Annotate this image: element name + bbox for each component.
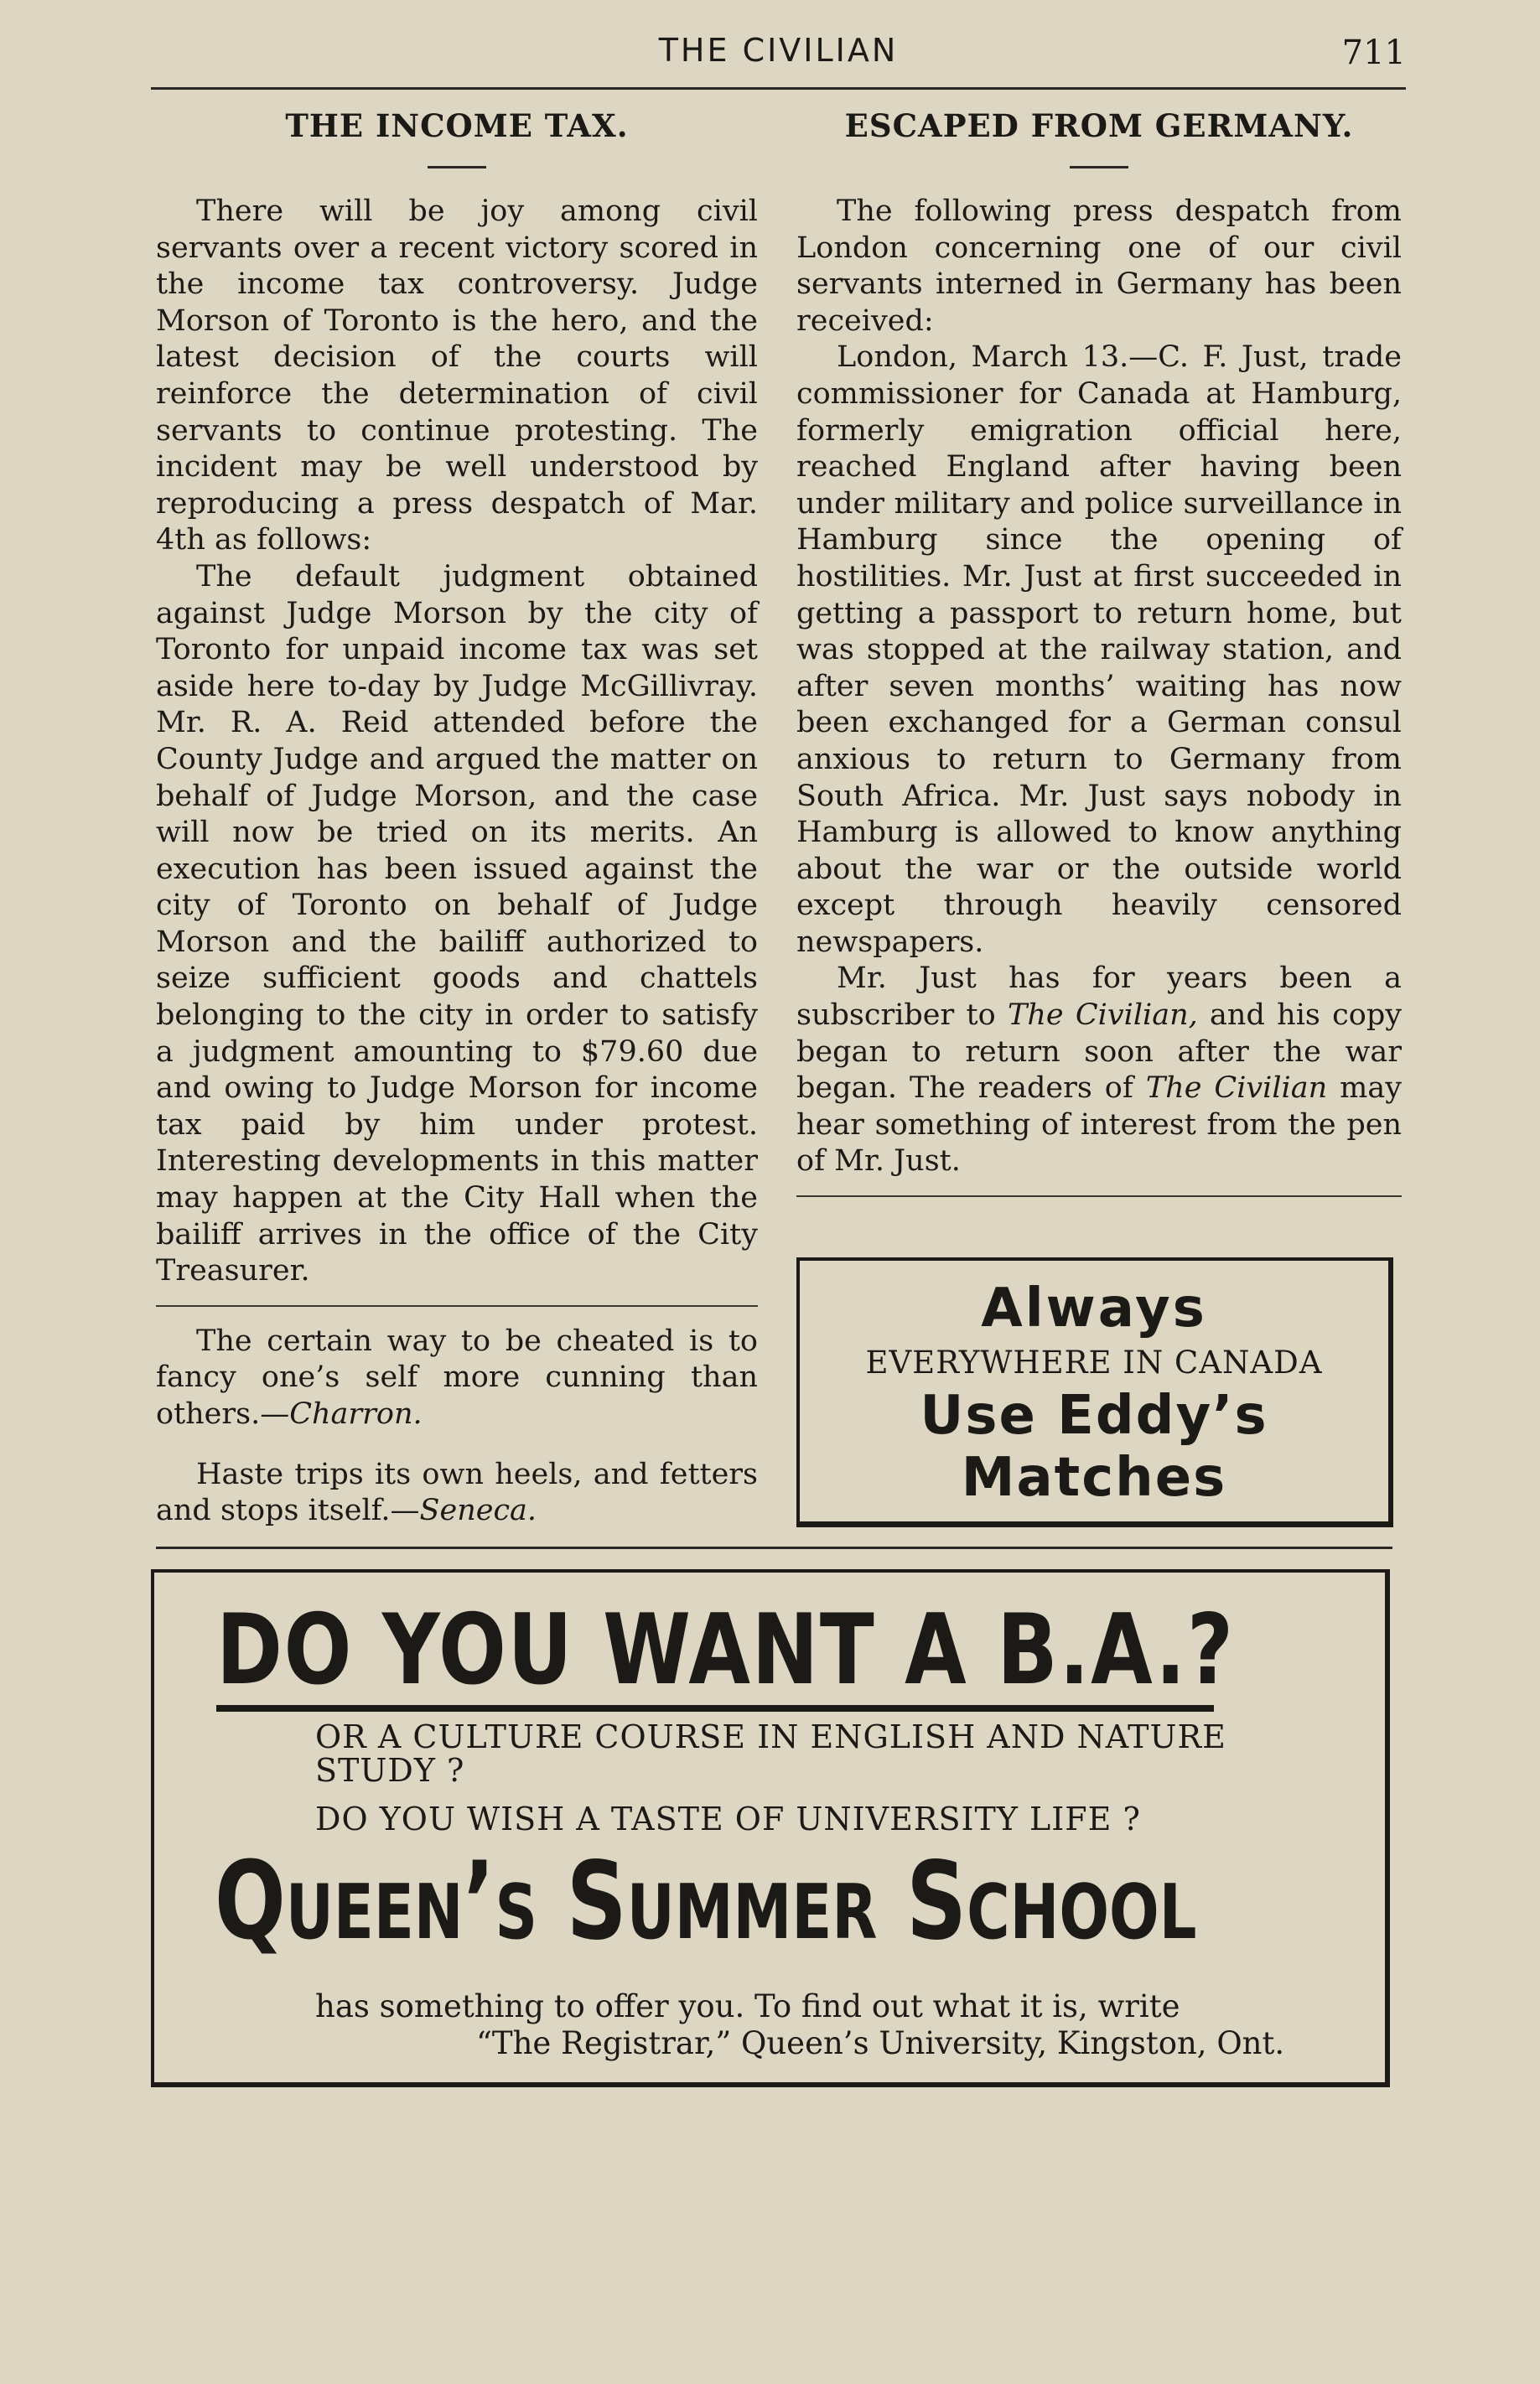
quotation [156,1324,758,1433]
ad-footer-line: has something to offer you. To find out what it is, write [315,1988,1180,2024]
running-head [151,32,1406,82]
ad-line: EVERYWHERE IN CANADA [865,1345,1323,1381]
ad-subline: OR A CULTURE COURSE IN ENGLISH AND NATURE STUDY ? [315,1718,1226,1789]
article-escaped-from-germany [796,102,1402,1214]
queens-summer-school-advertisement [151,1569,1390,2087]
quote-text: Haste trips its own heels, and fetters and stops itself.— [156,1457,758,1528]
ad-line: Matches [961,1447,1227,1509]
article-paragraph: There will be joy among civil servants over a recent victory scored in the income tax controversy. Judge Morson of Toronto is the hero, and the latest decision of the courts will reinforce the determination of civil servants to continue protesting. The incident may be well understood by reproducing a press despatch of Mar. 4th as follows: [156,194,758,557]
ad-line: Use Eddy’s [920,1385,1268,1447]
ad-line: Always [981,1278,1207,1340]
article-income-tax [156,102,758,1530]
header-rule [151,87,1406,90]
section-rule [156,1305,758,1307]
section-rule [796,1195,1402,1197]
title-dash [428,166,486,168]
quote-source: Charron. [289,1397,423,1431]
ad-footer-line: “The Registrar,” Queen’s University, Kingston, Ont. [476,2025,1285,2061]
quotation [156,1457,758,1530]
title-dash [1070,166,1128,168]
eddy-matches-advertisement [796,1257,1393,1527]
publication-name: The Civilian [1145,1071,1328,1106]
ad-school-name: Queen’s Summer School [215,1839,1197,1964]
article-paragraph: The following press despatch from London concerning one of our civil servants interned in Germany has been received: [796,194,1402,338]
quote-text: The certain way to be cheated is to fancy one’s self more cunning than others.— [156,1324,758,1431]
magazine-title: THE CIVILIAN [658,32,899,69]
article-paragraph: London, March 13.—C. F. Just, trade commissioner for Canada at Hamburg, formerly emigration official here, reached England after having been under military and police surveillance in Hamburg since the opening of hostilities. Mr. Just at first succeeded in getting a passport to return home, but was stopped at the railway station, and after seven months’ waiting has now been exchanged for a German consul anxious to return to Germany from South Africa. Mr. Just says nobody in Hamburg is allowed to know anything about the war or the outside world except through heavily censored newspapers. [796,340,1402,959]
article-title: ESCAPED FROM GERMANY. [844,107,1354,144]
article-paragraph: The default judgment obtained against Judge Morson by the city of Toronto for unpaid income tax was set aside here to-day by Judge McGillivray. Mr. R. A. Reid attended before the County Judge and argued the matter on behalf of Judge Morson, and the case will now be tried on its merits. An execution has been issued against the city of Toronto on behalf of Judge Morson and the bailiff authorized to seize sufficient goods and chattels belonging to the city in order to satisfy a judgment amounting to $79.60 due and owing to Judge Morson for income tax paid by him under protest. Interesting developments in this matter may happen at the City Hall when the bailiff arrives in the office of the City Treasurer. [156,559,758,1288]
page-number: 711 [1341,34,1406,72]
headline-underline [216,1705,1214,1712]
ad-subline: DO YOU WISH A TASTE OF UNIVERSITY LIFE ? [315,1801,1141,1837]
article-paragraph: Mr. Just has for years been a subscriber to The Civilian, and his copy began to return soon after the war began. The readers of The Civilian may hear something of interest from the pen of Mr. Just. [796,961,1402,1179]
page-divider [156,1547,1392,1549]
publication-name: The Civilian, [1007,998,1198,1033]
article-title: THE INCOME TAX. [285,107,629,144]
quote-source: Seneca. [419,1494,537,1528]
ad-headline: DO YOU WANT A B.A.? [216,1594,1235,1707]
